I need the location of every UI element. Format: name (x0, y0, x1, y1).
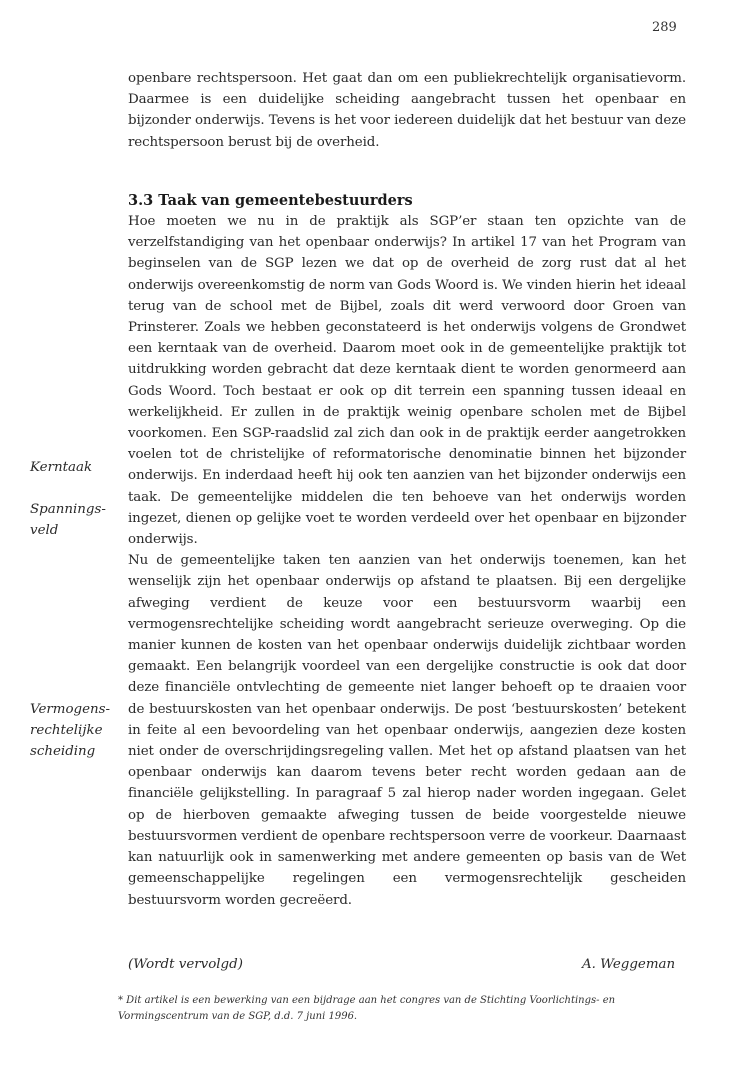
intro-text (128, 68, 686, 153)
author-name: A. Weggeman (582, 957, 676, 972)
section-heading: 3.3 Taak van gemeentebestuurders (128, 192, 413, 209)
page-number: 289 (652, 20, 677, 35)
intro-paragraph: openbare rechtspersoon. Het gaat dan om een publiekrechtelijk organisatievorm. Daarmee is een duidelijke scheiding aangebracht tussen het openbaar en bijzonder onderwijs. Tevens is het voor iedereen duidelijk dat het bestuur van deze rechtspersoon berust bij de overheid. (128, 71, 686, 150)
margin-note-kerntaak: Kerntaak (30, 460, 93, 475)
body-paragraph-1: Hoe moeten we nu in de praktijk als SGP’er staan ten opzichte van de verzelfstandiging van het openbaar onderwijs? In artikel 17 van het Program van beginselen van de SGP lezen we dat op de overheid de zorg rust dat al het onderwijs overeenkomstig de norm van Gods Woord is. We vinden hierin het ideaal terug van de school met de Bijbel, zoals dit werd verwoord door Groen van Prinsterer. Zoals we hebben geconstateerd is het onderwijs volgens de Grondwet een kerntaak van de overheid. Daarom moet ook in de gemeentelijke praktijk tot uitdrukking worden gebracht dat deze kerntaak dient te worden genormeerd aan Gods Woord. Toch bestaat er ook op dit terrein een spanning tussen ideaal en werkelijkheid. Er zullen in de praktijk weinig openbare scholen met de Bijbel voorkomen. Een SGP-raadslid zal zich dan ook in de praktijk eerder aangetrokken voelen tot de christelijke of reformatorische denominatie binnen het bijzonder onderwijs. En inderdaad heeft hij ook ten aanzien van het bijzonder onderwijs een taak. De gemeentelijke middelen die ten behoeve van het onderwijs worden ingezet, dienen op gelijke voet te worden verdeeld over het openbaar en bijzonder onderwijs. (128, 214, 686, 548)
continued-note: (Wordt vervolgd) (128, 957, 243, 972)
margin-note-spanningsveld: Spannings- veld (30, 502, 106, 539)
footnote: * Dit artikel is een bewerking van een bijdrage aan het congres van de Stichting Voorlichtings- en Vormingscentrum van de SGP, d.d. 7 juni 1996. (118, 995, 616, 1022)
body-paragraph-2: Nu de gemeentelijke taken ten aanzien van het onderwijs toenemen, kan het wenselijk zijn het openbaar onderwijs op afstand te plaatsen. Bij een dergelijke afweging verdient de keuze voor een bestuursvorm waarbij een vermogensrechtelijke scheiding wordt aangebracht serieuze overweging. Op die manier kunnen de kosten van het openbaar onderwijs duidelijk zichtbaar worden gemaakt. Een belangrijk voordeel van een dergelijke constructie is ook dat door deze financiële ontvlechting de gemeente niet langer behoeft op te draaien voor de bestuurskosten van het openbaar onderwijs. De post ‘bestuurskosten’ betekent in feite al een bevoordeling van het openbaar onderwijs, aangezien deze kosten niet onder de overschrijdingsregeling vallen. Met het op afstand plaatsen van het openbaar onderwijs kan daarom tevens beter recht worden gedaan aan de financiële gelijkstelling. In paragraaf 5 zal hierop nader worden ingegaan. Gelet op de hierboven gemaakte afweging tussen de beide voorgestelde nieuwe bestuursvormen verdient de openbare rechtspersoon verre de voorkeur. Daarnaast kan natuurlijk ook in samenwerking met andere gemeenten op basis van de Wet gemeenschappelijke regelingen een vermogensrechtelijk gescheiden bestuursvorm worden gecreëerd. (128, 553, 686, 908)
section-body (128, 211, 686, 911)
margin-note-vermogensrechtelijke-scheiding: Vermogens- rechtelijke scheiding (30, 702, 111, 760)
